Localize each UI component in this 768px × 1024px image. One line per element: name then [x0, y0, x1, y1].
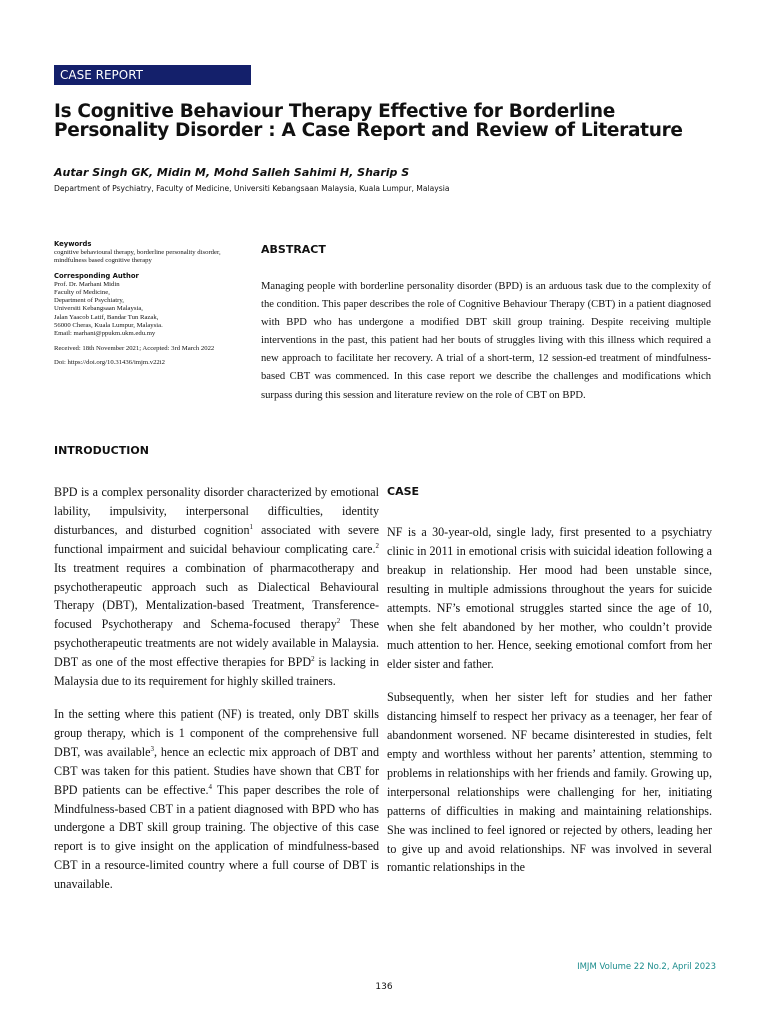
intro-paragraph-1: BPD is a complex personality disorder characterized by emotional lability, impulsivity, interpersonal difficulties, identity disturbances, and disturbed cognition$^1$ associated with severe functional impairment and suicidal behaviour complicating care.$^2$ Its treatment requires a combination of pharmacotherapy and psychotherapeutic approach such as Dialectical Behavioural Therapy (DBT), Mentalization-based Treatment, Transference-focused Psychotherapy and Schema-focused therapy$^2$ These psychotherapeutic treatments are not widely available in Malaysia. DBT as one of the most effective therapies for BPD$^2$ is lacking in Malaysia due to its requirement for highly skilled trainers.	[54, 485, 380, 689]
author-address-line: 56000 Cheras, Kuala Lumpur, Malaysia.	[54, 322, 163, 330]
abstract-text: Managing people with borderline personality disorder (BPD) is an arduous task due to the complexity of the condition. This paper describes the role of Cognitive Behaviour Therapy (CBT) in a patient diagnosed with BPD who has undergone a modified DBT skill group training. Despite receiving multiple interventions in the past, this patient had her bouts of struggles living with this illness which required a new approach to facilitate her recovery. A trial of a short-term, 12 session-ed treatment of mindfulness-based CBT was commenced. In this case report we describe the challenges and modifications which surpass during this session and literature review on the role of CBT on BPD.	[261, 281, 711, 401]
author-address-line: Faculty of Medicine,	[54, 288, 110, 296]
keywords-label: Keywords	[54, 240, 92, 248]
author-address-line: Jalan Yaacob Latif, Bandar Tun Razak,	[54, 313, 159, 321]
case-body	[387, 523, 712, 891]
keywords-text: cognitive behavioural therapy, borderline personality disorder, mindfulness based cognitive therapy	[54, 249, 221, 265]
author-address-line: Universiti Kebangsaan Malaysia,	[54, 305, 143, 313]
author-email[interactable]: Email: marhani@ppukm.ukm.edu.my	[54, 330, 156, 338]
case-heading: CASE	[387, 485, 420, 498]
author-address-line: Prof. Dr. Marhani Midin	[54, 280, 120, 288]
intro-paragraph-2: In the setting where this patient (NF) is treated, only DBT skills group therapy, which is 1 component of the comprehensive full DBT, was available$^3$, hence an eclectic mix approach of DBT and CBT was taken for this patient. Studies have shown that CBT for BPD patients can be effective.$^4$ This paper describes the role of Mindfulness-based CBT in a patient diagnosed with BPD who has undergone a DBT skill group training. The objective of this case report is to give insight on the application of mindfulness-based CBT in a resource-limited country where a full course of DBT is unavailable.	[54, 706, 379, 892]
affiliation: Department of Psychiatry, Faculty of Medicine, Universiti Kebangsaan Malaysia, Kuala Lumpur, Malaysia	[54, 184, 450, 193]
doi-link[interactable]: Doi: https://doi.org/10.31436/imjm.v22i2	[54, 358, 165, 366]
citation-ref[interactable]: 2	[336, 617, 341, 626]
citation-ref[interactable]: 2	[311, 655, 315, 664]
case-paragraph-1: NF is a 30-year-old, single lady, first presented to a psychiatry clinic in 2011 in emotional crisis with suicidal ideation following a breakup in relationship. Her mood had been unstable since, resulting in multiple admissions throughout the years for suicide attempts. NF’s emotional struggles started since the age of 10, when she felt abandoned by her mother, who couldn’t provide much attention to her. Hence, seeking emotional comfort from her elder sister and father.	[387, 525, 712, 672]
abstract-heading: ABSTRACT	[261, 243, 326, 256]
citation-ref[interactable]: 2	[375, 541, 379, 550]
citation-ref[interactable]: 3	[150, 744, 154, 753]
author-address-line: Department of Psychiatry,	[54, 297, 124, 305]
page-number: 136	[375, 982, 393, 992]
citation-ref[interactable]: 1	[249, 522, 254, 531]
author-list: Autar Singh GK, Midin M, Mohd Salleh Sahimi H, Sharip S	[54, 166, 410, 179]
received-date: Received: 18th November 2021; Accepted: 3rd March 2022	[54, 344, 215, 352]
citation-ref[interactable]: 4	[208, 782, 213, 791]
case-paragraph-2: Subsequently, when her sister left for studies and her father distancing himself to respect her privacy as a teenager, her fear of abandonment worsened. NF became disinterested in studies, felt empty and worthless without her parents’ attention, stemming to problems in relationships with her friends and family. Growing up, interpersonal relationships were challenging for her, initiating patterns of difficulties in making and maintaining relationships. She was inclined to feel ignored or rejected by others, leading her to give up and avoid relationships. NF was involved in several romantic relationships in the	[387, 690, 712, 875]
article-info-sidebar	[54, 240, 244, 367]
corresponding-author-label: Corresponding Author	[54, 271, 139, 280]
introduction-body	[54, 483, 379, 908]
article-title: Is Cognitive Behaviour Therapy Effective for Borderline Personality Disorder : A Case Report and Review of Literature	[54, 101, 683, 141]
journal-footer: IMJM Volume 22 No.2, April 2023	[577, 962, 716, 972]
introduction-heading: INTRODUCTION	[54, 444, 149, 457]
article-type-badge: CASE REPORT	[54, 65, 251, 85]
